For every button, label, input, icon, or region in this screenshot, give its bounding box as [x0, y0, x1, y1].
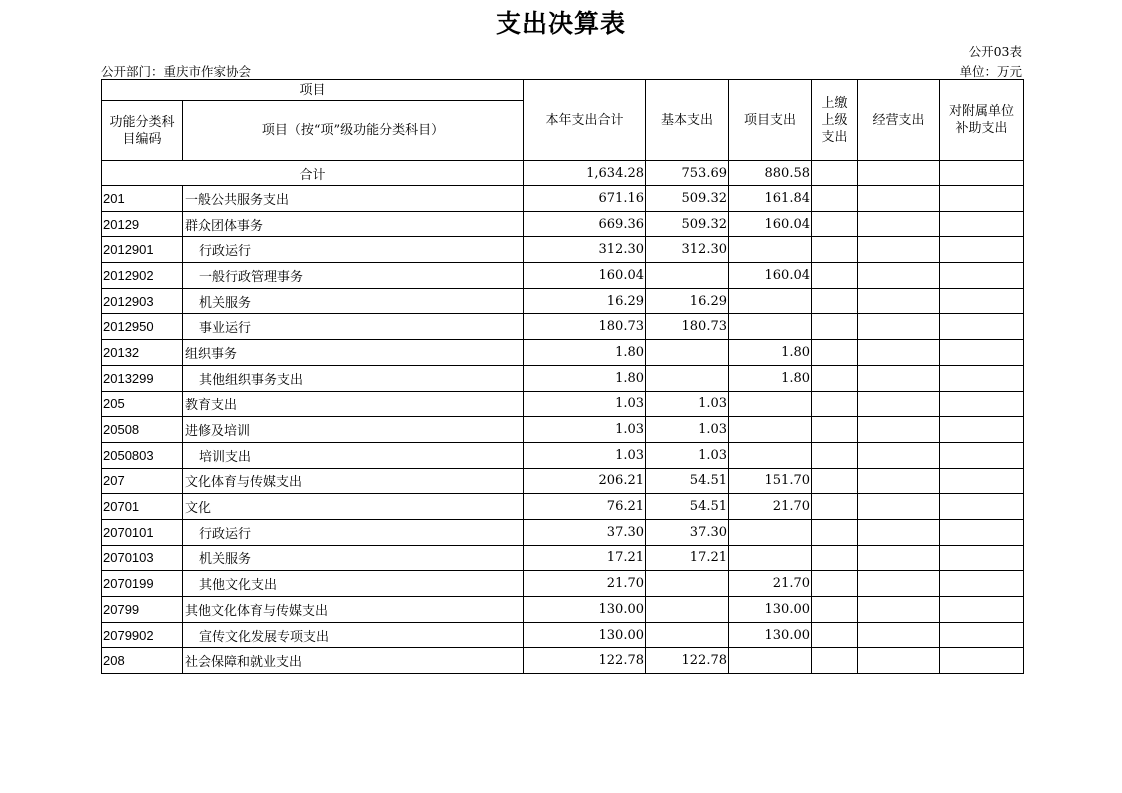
row-basic: 1.03 [646, 417, 729, 443]
row-code: 205 [102, 391, 183, 417]
row-basic: 1.03 [646, 391, 729, 417]
row-upper [812, 597, 858, 623]
row-basic [646, 571, 729, 597]
row-code: 2013299 [102, 365, 183, 391]
row-code: 207 [102, 468, 183, 494]
row-business [858, 417, 940, 443]
row-subsidy [940, 494, 1024, 520]
row-basic: 180.73 [646, 314, 729, 340]
row-business [858, 186, 940, 212]
row-subsidy [940, 519, 1024, 545]
row-project [729, 545, 812, 571]
row-upper [812, 340, 858, 366]
table-row [102, 263, 1024, 289]
row-name: 群众团体事务 [183, 211, 524, 237]
row-upper [812, 263, 858, 289]
row-business [858, 263, 940, 289]
row-business [858, 314, 940, 340]
row-name: 行政运行 [183, 519, 524, 545]
row-total: 76.21 [524, 494, 646, 520]
row-total: 206.21 [524, 468, 646, 494]
summary-project: 880.58 [729, 161, 812, 186]
row-name: 机关服务 [183, 288, 524, 314]
row-project: 21.70 [729, 571, 812, 597]
row-code: 20129 [102, 211, 183, 237]
row-code: 2012903 [102, 288, 183, 314]
row-business [858, 545, 940, 571]
row-total: 130.00 [524, 622, 646, 648]
row-business [858, 519, 940, 545]
row-subsidy [940, 288, 1024, 314]
row-subsidy [940, 545, 1024, 571]
row-total: 17.21 [524, 545, 646, 571]
row-business [858, 648, 940, 674]
row-subsidy [940, 237, 1024, 263]
row-total: 1.03 [524, 442, 646, 468]
table-row [102, 211, 1024, 237]
row-upper [812, 288, 858, 314]
row-code: 20508 [102, 417, 183, 443]
table-row [102, 494, 1024, 520]
row-basic [646, 622, 729, 648]
row-project [729, 442, 812, 468]
row-upper [812, 648, 858, 674]
row-upper [812, 571, 858, 597]
row-project [729, 237, 812, 263]
row-project [729, 288, 812, 314]
row-project [729, 391, 812, 417]
table-row [102, 597, 1024, 623]
row-basic [646, 340, 729, 366]
row-basic: 509.32 [646, 186, 729, 212]
row-basic: 54.51 [646, 494, 729, 520]
row-total: 21.70 [524, 571, 646, 597]
row-upper [812, 391, 858, 417]
row-basic: 312.30 [646, 237, 729, 263]
row-name: 其他文化体育与传媒支出 [183, 597, 524, 623]
row-name: 培训支出 [183, 442, 524, 468]
row-upper [812, 186, 858, 212]
summary-business [858, 161, 940, 186]
header-item-group: 项目 [102, 80, 524, 101]
row-basic [646, 597, 729, 623]
table-row [102, 237, 1024, 263]
row-code: 20799 [102, 597, 183, 623]
row-name: 教育支出 [183, 391, 524, 417]
row-basic: 122.78 [646, 648, 729, 674]
row-name: 组织事务 [183, 340, 524, 366]
header-code: 功能分类科目编码 [102, 101, 183, 161]
row-upper [812, 545, 858, 571]
row-code: 2012902 [102, 263, 183, 289]
row-total: 130.00 [524, 597, 646, 623]
table-row [102, 186, 1024, 212]
row-code: 2012950 [102, 314, 183, 340]
row-business [858, 622, 940, 648]
row-name: 事业运行 [183, 314, 524, 340]
summary-basic: 753.69 [646, 161, 729, 186]
row-basic: 17.21 [646, 545, 729, 571]
row-basic: 509.32 [646, 211, 729, 237]
row-subsidy [940, 365, 1024, 391]
row-subsidy [940, 417, 1024, 443]
row-code: 2012901 [102, 237, 183, 263]
row-code: 2070199 [102, 571, 183, 597]
row-project [729, 648, 812, 674]
table-row [102, 391, 1024, 417]
expenditure-table [101, 79, 1024, 674]
row-basic [646, 263, 729, 289]
table-row [102, 288, 1024, 314]
row-business [858, 597, 940, 623]
row-upper [812, 468, 858, 494]
summary-subsidy [940, 161, 1024, 186]
row-basic: 54.51 [646, 468, 729, 494]
row-name: 文化 [183, 494, 524, 520]
row-upper [812, 622, 858, 648]
row-subsidy [940, 186, 1024, 212]
row-total: 160.04 [524, 263, 646, 289]
row-total: 1.80 [524, 340, 646, 366]
header-name: 项目（按“项”级功能分类科目） [183, 101, 524, 161]
table-row [102, 571, 1024, 597]
row-subsidy [940, 211, 1024, 237]
row-code: 2070103 [102, 545, 183, 571]
row-code: 208 [102, 648, 183, 674]
row-subsidy [940, 468, 1024, 494]
row-total: 122.78 [524, 648, 646, 674]
table-row [102, 365, 1024, 391]
table-row [102, 468, 1024, 494]
row-subsidy [940, 442, 1024, 468]
summary-upper [812, 161, 858, 186]
header-subsidy: 对附属单位补助支出 [940, 80, 1024, 161]
row-upper [812, 211, 858, 237]
row-project: 160.04 [729, 211, 812, 237]
header-upper: 上缴上级支出 [812, 80, 858, 161]
table-row [102, 442, 1024, 468]
row-business [858, 494, 940, 520]
row-code: 201 [102, 186, 183, 212]
row-subsidy [940, 314, 1024, 340]
row-business [858, 288, 940, 314]
row-upper [812, 417, 858, 443]
table-row [102, 648, 1024, 674]
row-name: 进修及培训 [183, 417, 524, 443]
summary-label: 合计 [102, 161, 524, 186]
row-code: 2050803 [102, 442, 183, 468]
row-basic [646, 365, 729, 391]
row-upper [812, 237, 858, 263]
row-basic: 1.03 [646, 442, 729, 468]
row-total: 671.16 [524, 186, 646, 212]
row-subsidy [940, 622, 1024, 648]
row-total: 669.36 [524, 211, 646, 237]
row-subsidy [940, 648, 1024, 674]
table-row [102, 519, 1024, 545]
row-code: 2079902 [102, 622, 183, 648]
row-business [858, 340, 940, 366]
row-project: 161.84 [729, 186, 812, 212]
table-row [102, 417, 1024, 443]
row-subsidy [940, 340, 1024, 366]
row-subsidy [940, 263, 1024, 289]
row-name: 行政运行 [183, 237, 524, 263]
department-label: 公开部门：重庆市作家协会 [101, 64, 252, 79]
row-business [858, 468, 940, 494]
header-basic: 基本支出 [646, 80, 729, 161]
row-basic: 37.30 [646, 519, 729, 545]
row-project: 1.80 [729, 340, 812, 366]
unit-label: 单位：万元 [959, 64, 1022, 79]
row-project: 21.70 [729, 494, 812, 520]
row-name: 其他文化支出 [183, 571, 524, 597]
table-row [102, 340, 1024, 366]
row-project: 1.80 [729, 365, 812, 391]
row-name: 文化体育与传媒支出 [183, 468, 524, 494]
header-project: 项目支出 [729, 80, 812, 161]
row-project: 160.04 [729, 263, 812, 289]
row-name: 宣传文化发展专项支出 [183, 622, 524, 648]
row-total: 37.30 [524, 519, 646, 545]
row-total: 1.03 [524, 391, 646, 417]
row-total: 180.73 [524, 314, 646, 340]
row-business [858, 211, 940, 237]
row-upper [812, 519, 858, 545]
form-number: 公开03表 [968, 44, 1022, 59]
table-row [102, 622, 1024, 648]
row-project [729, 519, 812, 545]
row-business [858, 365, 940, 391]
table-row [102, 545, 1024, 571]
summary-total: 1,634.28 [524, 161, 646, 186]
page-title: 支出决算表 [495, 9, 626, 38]
row-total: 1.03 [524, 417, 646, 443]
header-business: 经营支出 [858, 80, 940, 161]
row-name: 机关服务 [183, 545, 524, 571]
row-project: 130.00 [729, 622, 812, 648]
row-project: 130.00 [729, 597, 812, 623]
row-total: 1.80 [524, 365, 646, 391]
row-basic: 16.29 [646, 288, 729, 314]
summary-row [102, 161, 1024, 186]
row-business [858, 391, 940, 417]
row-name: 一般公共服务支出 [183, 186, 524, 212]
row-total: 312.30 [524, 237, 646, 263]
row-name: 其他组织事务支出 [183, 365, 524, 391]
table-row [102, 314, 1024, 340]
row-name: 社会保障和就业支出 [183, 648, 524, 674]
row-project [729, 417, 812, 443]
row-subsidy [940, 597, 1024, 623]
row-subsidy [940, 391, 1024, 417]
row-upper [812, 314, 858, 340]
row-code: 20132 [102, 340, 183, 366]
row-name: 一般行政管理事务 [183, 263, 524, 289]
row-total: 16.29 [524, 288, 646, 314]
row-upper [812, 365, 858, 391]
row-business [858, 237, 940, 263]
row-project [729, 314, 812, 340]
row-upper [812, 494, 858, 520]
row-code: 20701 [102, 494, 183, 520]
row-subsidy [940, 571, 1024, 597]
row-business [858, 571, 940, 597]
row-business [858, 442, 940, 468]
row-upper [812, 442, 858, 468]
row-code: 2070101 [102, 519, 183, 545]
header-total: 本年支出合计 [524, 80, 646, 161]
row-project: 151.70 [729, 468, 812, 494]
